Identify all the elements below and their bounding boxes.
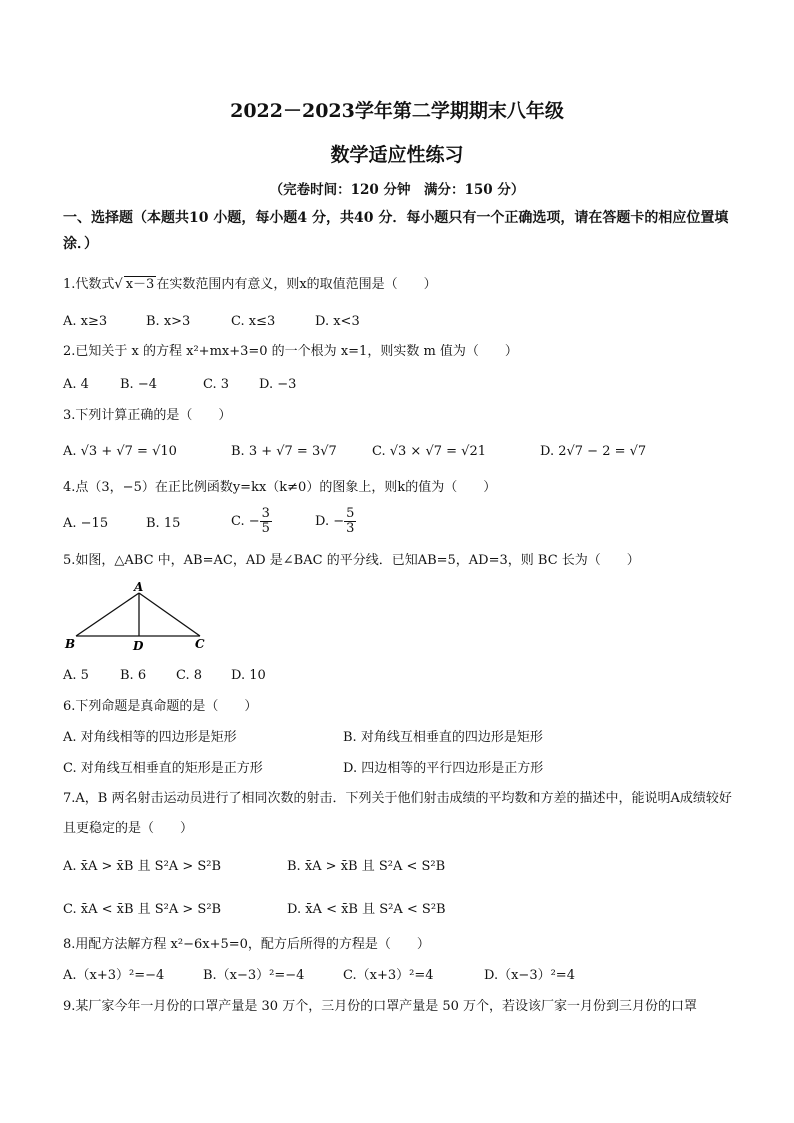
q5-option-a: A. 5 xyxy=(63,668,89,683)
side-ac xyxy=(139,593,200,636)
question-3: 3.下列计算正确的是（ ） xyxy=(63,408,232,423)
q5-option-b: B. 6 xyxy=(120,668,147,683)
q2-option-a: A. 4 xyxy=(63,377,89,392)
q4-d-numerator: 5 xyxy=(346,506,355,521)
question-7: 7.A，B 两名射击运动员进行了相同次数的射击．下列关于他们射击成绩的平均数和方差的描述中，能说明A成绩较好且更稳定的是（ ） xyxy=(63,791,732,836)
q7-option-d: D. x̄A < x̄B 且 S²A < S²B xyxy=(287,902,446,917)
q1-option-a: A. x≥3 xyxy=(63,314,108,329)
q1-post: 在实数范围内有意义，则x的取值范围是（ ） xyxy=(156,277,437,292)
q4-option-c-fraction xyxy=(260,507,272,536)
q4-option-b: B. 15 xyxy=(146,516,181,531)
q1-pre: 1.代数式 xyxy=(63,277,115,292)
q1-option-c: C. x≤3 xyxy=(231,314,276,329)
q7-option-a: A. x̄A > x̄B 且 S²A > S²B xyxy=(63,859,222,874)
q5-option-d: D. 10 xyxy=(231,668,266,683)
q7-option-b: B. x̄A > x̄B 且 S²A < S²B xyxy=(287,859,446,874)
exam-subtitle: 数学适应性练习 xyxy=(330,144,464,166)
exam-title: 2022－2023学年第二学期期末八年级 xyxy=(230,100,564,122)
question-6: 6.下列命题是真命题的是（ ） xyxy=(63,699,258,714)
q7-option-c: C. x̄A < x̄B 且 S²A > S²B xyxy=(63,902,222,917)
q2-option-c: C. 3 xyxy=(203,377,230,392)
triangle-figure xyxy=(62,580,212,652)
label-d: D xyxy=(133,639,144,652)
q4-option-d-fraction xyxy=(344,507,356,536)
label-a: A xyxy=(134,580,144,594)
q1-radicand: x－3 xyxy=(125,277,155,292)
q6-option-d: D. 四边相等的平行四边形是正方形 xyxy=(343,761,544,776)
q1-option-d: D. x<3 xyxy=(315,314,360,329)
q3-option-c: C. √3 × √7 = √21 xyxy=(372,444,486,459)
q4-option-c-label: C. − xyxy=(231,514,260,529)
label-c: C xyxy=(195,637,205,651)
question-9: 9.某厂家今年一月份的口罩产量是 30 万个，三月份的口罩产量是 50 万个，若设该厂家一月份到三月份的口罩 xyxy=(63,999,698,1014)
q6-option-b: B. 对角线互相垂直的四边形是矩形 xyxy=(343,730,543,745)
side-ab xyxy=(76,593,139,636)
q3-option-d: D. 2√7 − 2 = √7 xyxy=(540,444,647,459)
q4-option-a: A. −15 xyxy=(63,516,109,531)
question-2: 2.已知关于 x 的方程 x²+mx+3=0 的一个根为 x=1，则实数 m 值为（ ） xyxy=(63,344,518,359)
q8-option-d: D.（x−3）²=4 xyxy=(484,968,575,983)
q4-option-d-label: D. − xyxy=(315,514,345,529)
q8-option-c: C.（x+3）²=4 xyxy=(343,968,434,983)
question-4: 4.点（3，−5）在正比例函数y=kx（k≠0）的图象上，则k的值为（ ） xyxy=(63,480,497,495)
q6-option-c: C. 对角线互相垂直的矩形是正方形 xyxy=(63,761,263,776)
question-8: 8.用配方法解方程 x²−6x+5=0，配方后所得的方程是（ ） xyxy=(63,937,430,952)
q3-option-a: A. √3 + √7 = √10 xyxy=(63,444,177,459)
q8-option-b: B.（x−3）²=−4 xyxy=(203,968,305,983)
q8-option-a: A.（x+3）²=−4 xyxy=(63,968,165,983)
q4-option-c xyxy=(231,507,272,536)
q5-option-c: C. 8 xyxy=(176,668,203,683)
q1-option-b: B. x>3 xyxy=(146,314,191,329)
label-b: B xyxy=(65,637,76,651)
question-1: 1.代数式√ x－3 在实数范围内有意义，则x的取值范围是（ ） xyxy=(63,277,437,292)
q6-option-a: A. 对角线相等的四边形是矩形 xyxy=(63,730,237,745)
q4-c-numerator: 3 xyxy=(261,506,270,521)
exam-info: （完卷时间：120 分钟 满分：150 分） xyxy=(269,182,525,198)
q4-option-d xyxy=(315,507,356,536)
section-heading: 一、选择题（本题共10 小题，每小题4 分，共40 分．每小题只有一个正确选项，请在答题卡的相应位置填涂．） xyxy=(63,210,729,252)
q4-c-denominator: 5 xyxy=(261,521,270,536)
q2-option-d: D. −3 xyxy=(259,377,297,392)
q2-option-b: B. −4 xyxy=(120,377,157,392)
question-5: 5.如图，△ABC 中，AB=AC，AD 是∠BAC 的平分线．已知AB=5，AD=3，则 BC 长为（ ） xyxy=(63,553,640,568)
q4-d-denominator: 3 xyxy=(346,521,355,536)
q3-option-b: B. 3 + √7 = 3√7 xyxy=(231,444,337,459)
